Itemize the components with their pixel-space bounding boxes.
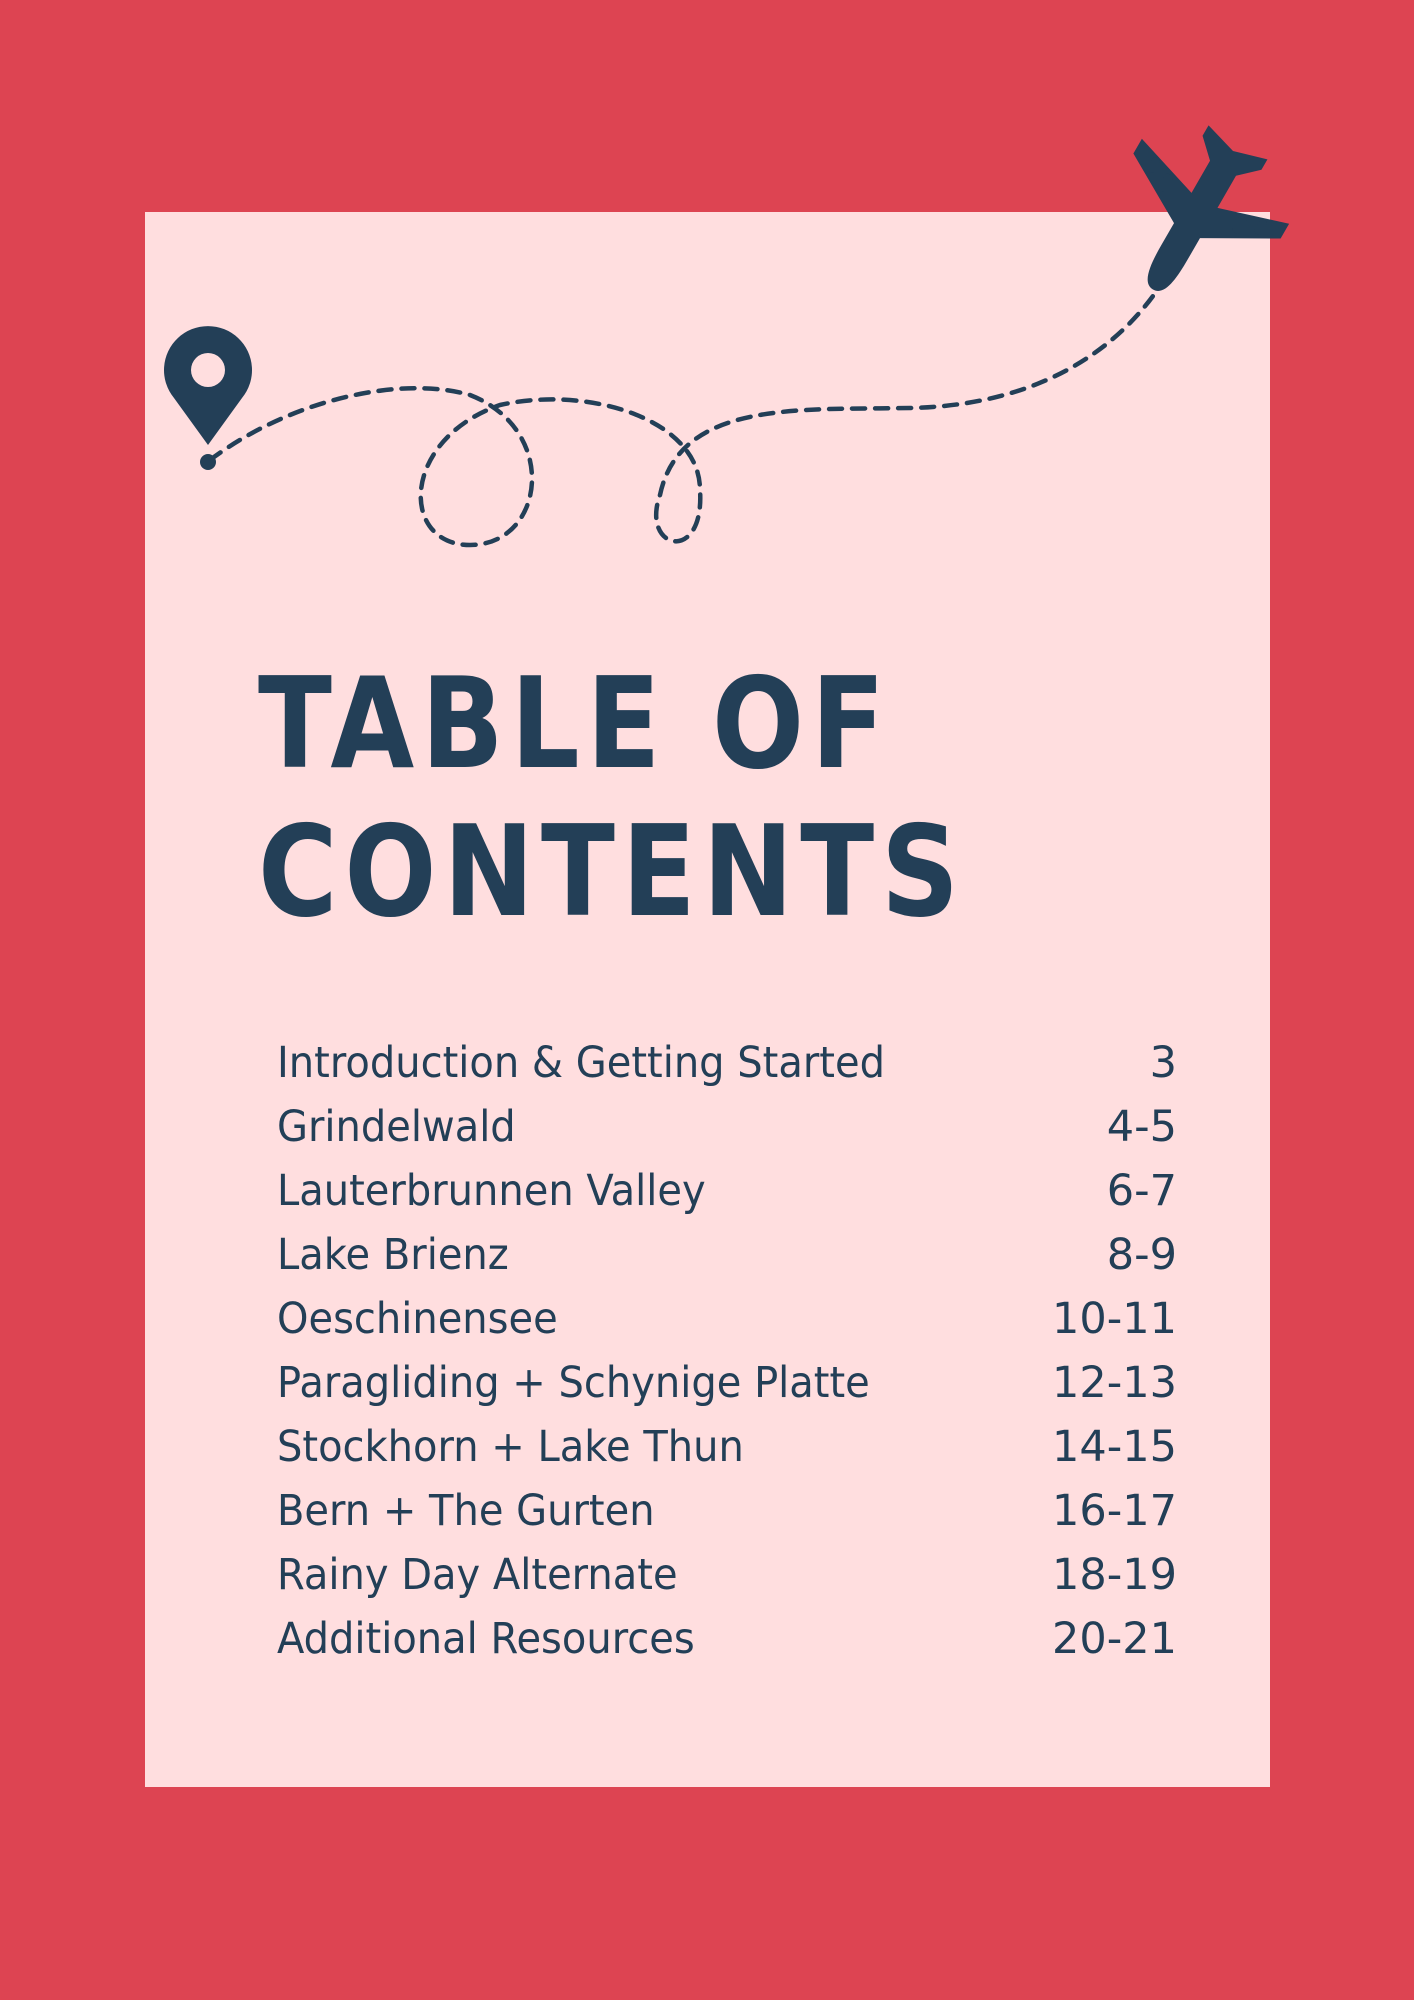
- toc-item-page: 6-7: [1106, 1166, 1177, 1216]
- title-line-2: CONTENTS: [258, 798, 966, 945]
- toc-item-label: Additional Resources: [277, 1614, 695, 1664]
- toc-item-page: 20-21: [1052, 1614, 1177, 1664]
- toc-item: [277, 1031, 1177, 1095]
- toc-item-label: Lake Brienz: [277, 1230, 509, 1280]
- toc-item-page: 3: [1149, 1038, 1177, 1088]
- toc-item: [277, 1607, 1177, 1671]
- toc-item: [277, 1351, 1177, 1415]
- toc-item-page: 16-17: [1052, 1486, 1177, 1536]
- title-line-1: TABLE OF: [258, 650, 892, 797]
- toc-item: [277, 1223, 1177, 1287]
- page-title: [258, 650, 966, 946]
- toc-item-page: 12-13: [1052, 1358, 1177, 1408]
- toc-item-label: Introduction & Getting Started: [277, 1038, 885, 1088]
- toc-item: [277, 1287, 1177, 1351]
- toc-item: [277, 1543, 1177, 1607]
- toc-item: [277, 1095, 1177, 1159]
- toc-item-label: Oeschinensee: [277, 1294, 558, 1344]
- toc-item-page: 14-15: [1052, 1422, 1177, 1472]
- toc-item-page: 10-11: [1052, 1294, 1177, 1344]
- toc-item: [277, 1159, 1177, 1223]
- toc-item-label: Paragliding + Schynige Platte: [277, 1358, 870, 1408]
- toc-item-label: Bern + The Gurten: [277, 1486, 655, 1536]
- toc-item-label: Rainy Day Alternate: [277, 1550, 678, 1600]
- toc-item-page: 18-19: [1052, 1550, 1177, 1600]
- toc-item-label: Stockhorn + Lake Thun: [277, 1422, 744, 1472]
- toc-item-page: 4-5: [1106, 1102, 1177, 1152]
- toc-item-page: 8-9: [1106, 1230, 1177, 1280]
- toc-item-label: Lauterbrunnen Valley: [277, 1166, 706, 1216]
- toc-item: [277, 1415, 1177, 1479]
- table-of-contents-list: [277, 1031, 1177, 1671]
- toc-item-label: Grindelwald: [277, 1102, 516, 1152]
- toc-item: [277, 1479, 1177, 1543]
